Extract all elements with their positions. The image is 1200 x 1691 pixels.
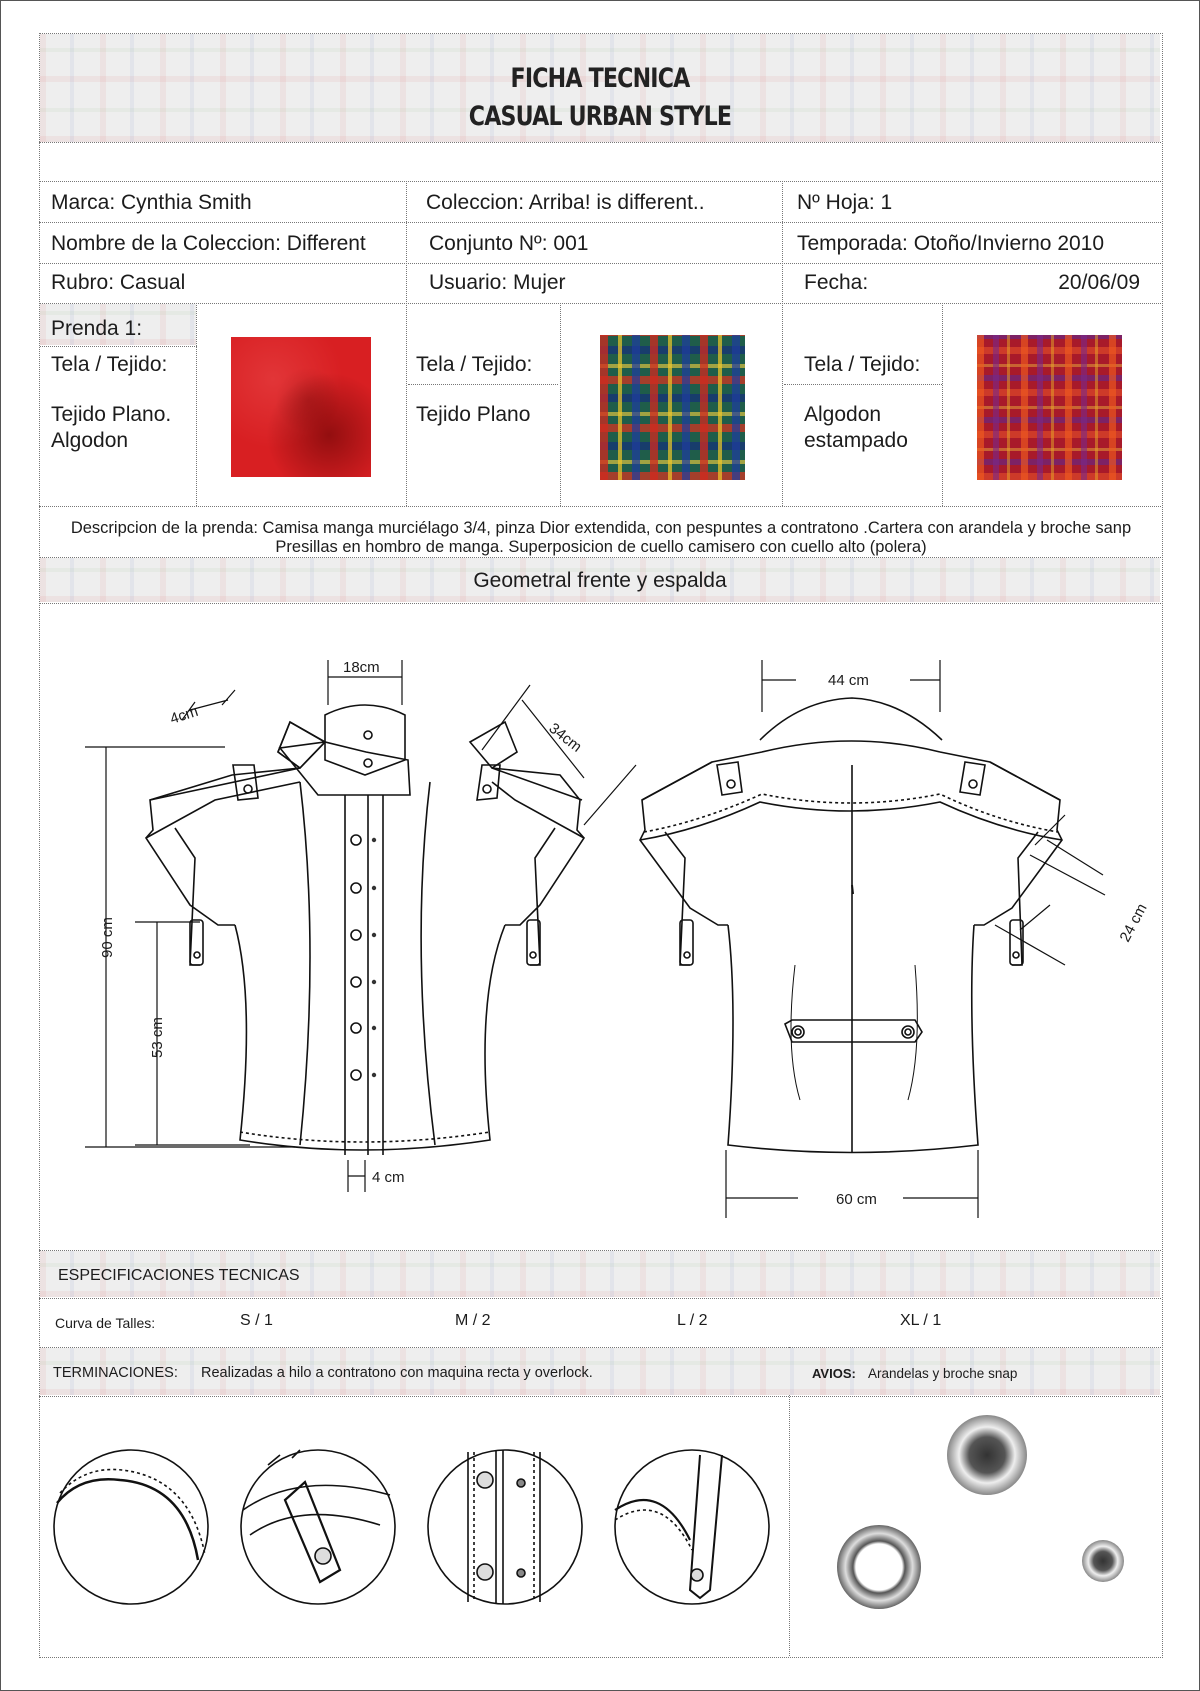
specs-title: ESPECIFICACIONES TECNICAS <box>58 1267 300 1284</box>
fecha-label: Fecha: <box>804 271 869 294</box>
detail-circle-placket <box>428 1450 582 1604</box>
fabric-3-label: Tela / Tejido: <box>804 353 921 376</box>
detail-circle-sleeve-tab <box>615 1450 769 1604</box>
fabric-1-label: Tela / Tejido: <box>51 353 168 376</box>
dim-placket: 4 cm <box>372 1169 405 1186</box>
hoja-field: Nº Hoja: 1 <box>797 191 893 214</box>
dim-sleeve: 24 cm <box>1116 900 1151 945</box>
hardware-samples <box>837 1415 1124 1609</box>
coleccion-field: Coleccion: Arriba! is different.. <box>426 191 705 214</box>
fabric-2-label: Tela / Tejido: <box>416 353 533 376</box>
marca-field: Marca: Cynthia Smith <box>51 191 252 214</box>
dim-shoulder: 34cm <box>545 719 585 756</box>
fabric-3-desc-2: estampado <box>804 429 908 452</box>
description-line-2: Presillas en hombro de manga. Superposicion de cuello camisero con cuello alto (polera) <box>275 538 927 556</box>
avios-text: Arandelas y broche snap <box>868 1366 1018 1381</box>
size-xl: XL / 1 <box>900 1312 942 1329</box>
temporada-field: Temporada: Otoño/Invierno 2010 <box>797 232 1105 255</box>
back-shirt <box>640 660 1105 1218</box>
prenda-label: Prenda 1: <box>51 317 143 340</box>
usuario-field: Usuario: Mujer <box>429 271 566 294</box>
fabric-2-swatch <box>600 335 745 480</box>
finishing-details <box>0 1397 1200 1656</box>
fabric-2-desc-1: Tejido Plano <box>416 403 531 426</box>
title-line-2: CASUAL URBAN STYLE <box>468 101 732 132</box>
dim-shoulder-tab: 4cm <box>167 702 201 728</box>
size-s: S / 1 <box>240 1312 273 1329</box>
avios-label: AVIOS: <box>812 1366 856 1381</box>
fabric-1-desc-1: Tejido Plano. <box>51 403 172 426</box>
fecha-value: 20/06/09 <box>1058 271 1140 294</box>
fabric-1-swatch <box>231 337 371 477</box>
geometral-title: Geometral frente y espalda <box>473 569 727 592</box>
detail-circle-tab <box>241 1450 395 1604</box>
size-curve-label: Curva de Talles: <box>55 1315 156 1331</box>
size-l: L / 2 <box>677 1312 708 1329</box>
description-line-1: Descripcion de la prenda: Camisa manga murciélago 3/4, pinza Dior extendida, con pespuntes a contratono .Cartera con arandela y broche sanp <box>70 519 1132 537</box>
fabric-3-swatch <box>977 335 1122 480</box>
rubro-field: Rubro: Casual <box>51 271 186 294</box>
fabric-3-desc-1: Algodon <box>804 403 882 426</box>
front-shirt <box>85 660 636 1192</box>
dim-back-width: 44 cm <box>828 672 869 689</box>
fabric-1-desc-2: Algodon <box>51 429 129 452</box>
terminaciones-text: Realizadas a hilo a contratono con maquina recta y overlock. <box>201 1365 593 1381</box>
dim-length: 90 cm <box>99 917 116 958</box>
nombre-coleccion-field: Nombre de la Coleccion: Different <box>51 232 366 255</box>
dim-collar: 18cm <box>343 659 380 676</box>
garment-drawing <box>0 603 1200 1250</box>
terminaciones-label: TERMINACIONES: <box>53 1365 178 1381</box>
title-line-1: FICHA TECNICA <box>510 63 690 94</box>
conjunto-field: Conjunto Nº: 001 <box>429 232 589 255</box>
dim-hem: 60 cm <box>836 1191 877 1208</box>
detail-circle-seam <box>54 1450 208 1604</box>
size-m: M / 2 <box>455 1312 491 1329</box>
dim-side: 53 cm <box>149 1017 166 1058</box>
